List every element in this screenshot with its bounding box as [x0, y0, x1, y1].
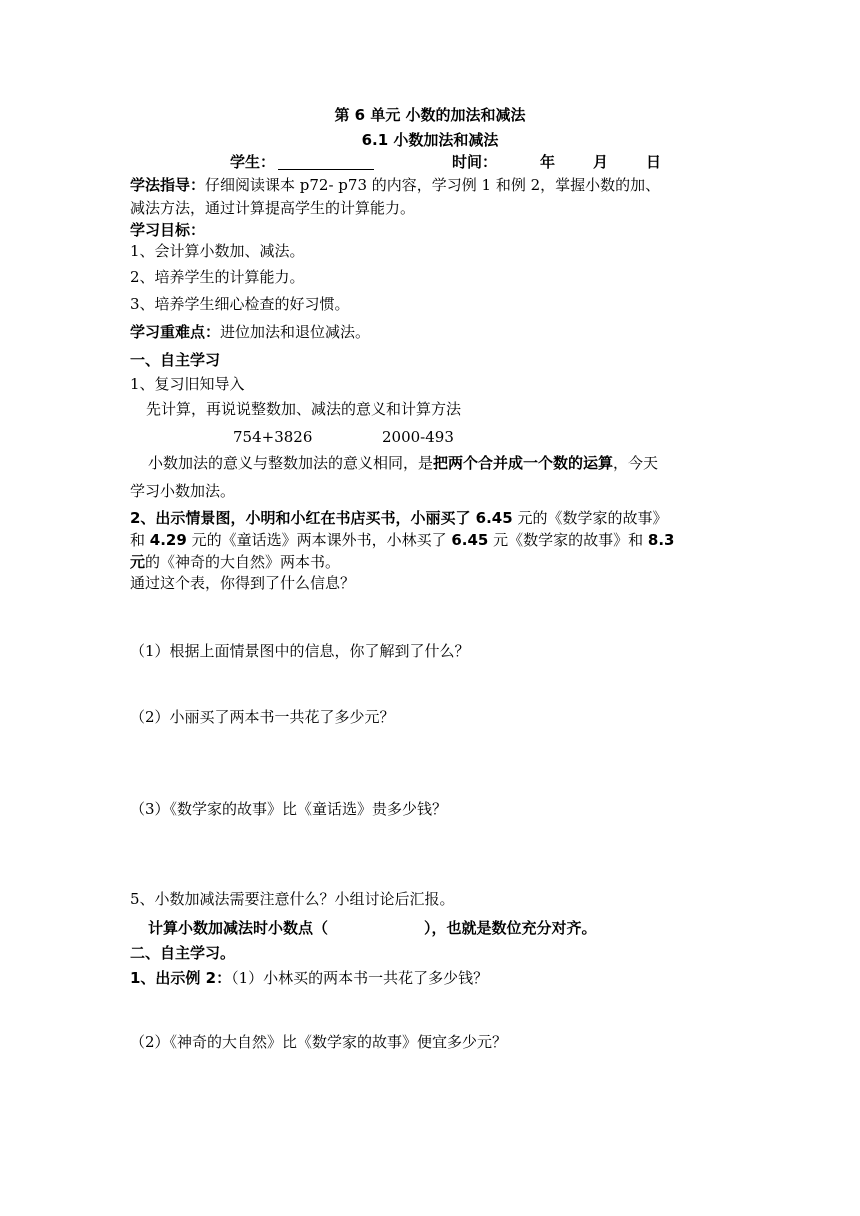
scene-line-1	[130, 507, 860, 529]
price: 4.29	[149, 531, 187, 549]
meaning-text-end: ，今天	[613, 454, 659, 472]
summary-text-b: ），也就是数位充分对齐。	[424, 919, 597, 937]
page-title: 第 6 单元 小数的加法和减法	[334, 106, 526, 124]
summary-text-a: 计算小数加减法时小数点（	[148, 919, 329, 937]
key-label: 学习重难点：	[130, 323, 221, 341]
scene-line-3	[130, 551, 860, 573]
question-3: （3）《数学家的故事》比《童话选》贵多少钱？	[130, 800, 448, 818]
price: 6.45	[451, 531, 489, 549]
example-line	[130, 967, 860, 989]
day-label: 日	[646, 153, 662, 171]
question-1: （1）根据上面情景图中的信息，你了解到了什么？	[130, 642, 470, 660]
scene-text: 的《神奇的大自然》两本书。	[145, 553, 341, 571]
scene-line-2	[130, 529, 860, 551]
guide-label: 学法指导：	[130, 176, 206, 194]
goals-heading: 学习目标：	[130, 221, 206, 239]
question-2: （2）小丽买了两本书一共花了多少元？	[130, 708, 395, 726]
guide-line-2: 减法方法，通过计算提高学生的计算能力。	[130, 199, 416, 217]
meaning-line-1	[148, 452, 860, 474]
scene-text: 2、出示情景图，小明和小红在书店买书，小丽买了	[130, 509, 476, 527]
meaning-text: 小数加法的意义与整数加法的意义相同，是	[148, 454, 434, 472]
example-question-1: （1）小林买的两本书一共花了多少钱？	[231, 969, 489, 987]
calc-instruction: 先计算，再说说整数加、减法的意义和计算方法	[146, 400, 462, 418]
time-label: 时间：	[452, 153, 498, 171]
section2-heading: 二、自主学习。	[130, 944, 236, 962]
goal-item: 2、培养学生的计算能力。	[130, 268, 305, 286]
example-question-2: （2）《神奇的大自然》比《数学家的故事》便宜多少元？	[130, 1033, 508, 1051]
scene-text: 元《数学家的故事》和	[488, 531, 648, 549]
month-label: 月	[593, 153, 609, 171]
meaning-line-2: 学习小数加法。	[130, 482, 236, 500]
info-question: 通过这个表，你得到了什么信息？	[130, 574, 356, 592]
year-label: 年	[540, 153, 556, 171]
student-name-blank[interactable]	[278, 153, 374, 170]
question-5: 5、小数加减法需要注意什么？小组讨论后汇报。	[130, 890, 455, 908]
section1-heading: 一、自主学习	[130, 351, 221, 369]
key-points	[130, 321, 860, 343]
page-subtitle: 6.1 小数加法和减法	[361, 131, 499, 149]
expression-1: 754+3826	[233, 428, 313, 446]
price: 8.3	[647, 531, 675, 549]
meaning-bold: 把两个合并成一个数的运算	[433, 454, 614, 472]
price: 6.45	[475, 509, 513, 527]
goal-item: 3、培养学生细心检查的好习惯。	[130, 295, 350, 313]
guide-text-1: 仔细阅读课本 p72- p73 的内容，学习例 1 和例 2，掌握小数的加、	[205, 176, 661, 194]
student-label: 学生：	[230, 153, 276, 171]
scene-text: 元的《数学家的故事》	[512, 509, 668, 527]
example-label: 1、出示例 2：	[130, 969, 232, 987]
scene-text: 元的《童话选》两本课外书，小林买了	[186, 531, 452, 549]
scene-text: 和	[130, 531, 150, 549]
expression-2: 2000-493	[382, 428, 454, 446]
goal-item: 1、会计算小数加、减法。	[130, 242, 305, 260]
guide-line-1	[130, 174, 860, 196]
key-text: 进位加法和退位减法。	[220, 323, 371, 341]
review-heading: 1、复习旧知导入	[130, 375, 245, 393]
scene-text: 元	[130, 553, 146, 571]
